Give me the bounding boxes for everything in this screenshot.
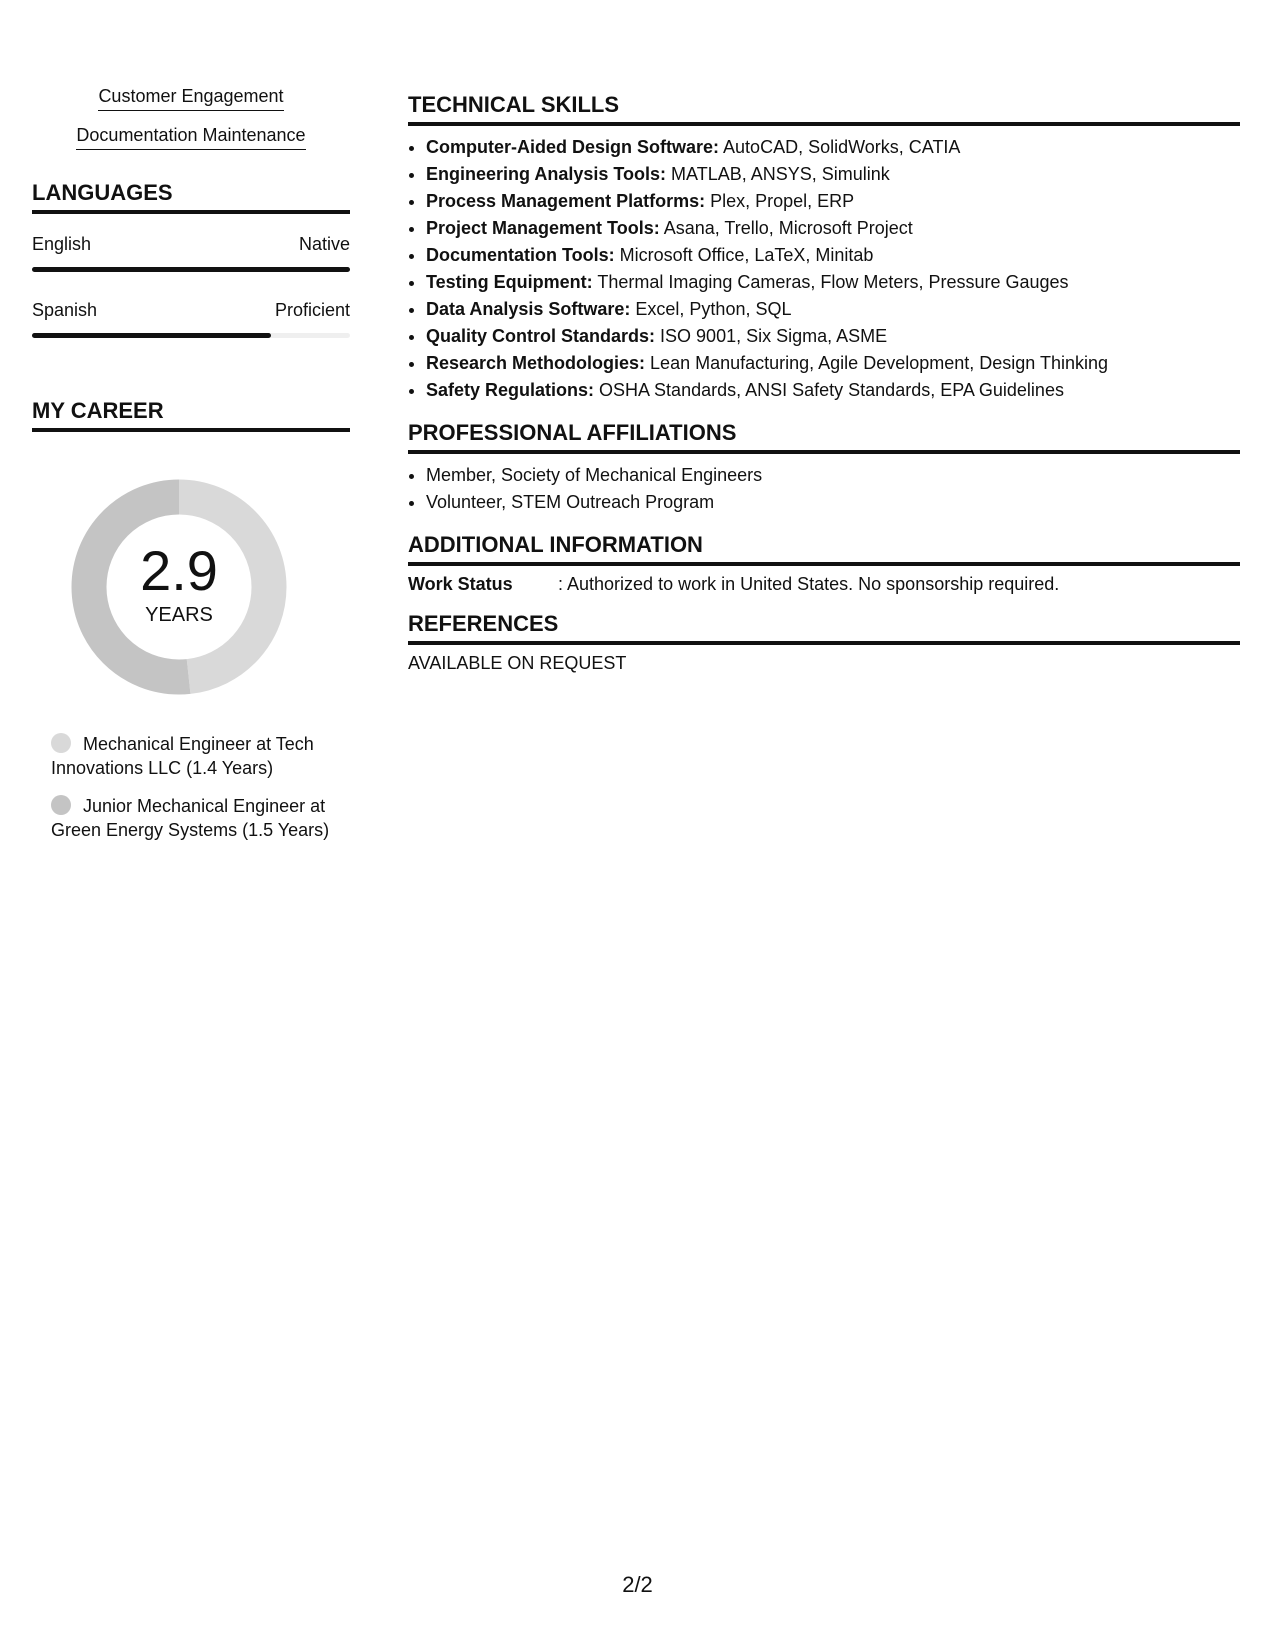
list-item <box>426 269 1240 296</box>
skill-values: ISO 9001, Six Sigma, ASME <box>655 326 888 346</box>
additional-info-heading: ADDITIONAL INFORMATION <box>408 532 1240 566</box>
skill-category: Documentation Tools: <box>426 245 615 265</box>
skill-values: Asana, Trello, Microsoft Project <box>659 218 913 238</box>
technical-skills-heading: TECHNICAL SKILLS <box>408 92 1240 126</box>
page-number: 2/2 <box>622 1572 653 1597</box>
skill-category: Process Management Platforms: <box>426 191 706 211</box>
skill-category: Testing Equipment: <box>426 272 593 292</box>
legend-dot-icon <box>51 795 71 815</box>
technical-skills-list <box>408 134 1240 404</box>
skill-tag: Documentation Maintenance <box>76 125 305 150</box>
skill-values: Plex, Propel, ERP <box>705 191 855 211</box>
main-content <box>408 92 1240 674</box>
proficiency-fill <box>32 333 271 338</box>
list-item <box>426 296 1240 323</box>
affiliations-heading: PROFESSIONAL AFFILIATIONS <box>408 420 1240 454</box>
list-item: • Volunteer, STEM Outreach Program <box>426 489 1240 516</box>
references-heading: REFERENCES <box>408 611 1240 645</box>
proficiency-bar <box>32 267 350 272</box>
legend-label: Mechanical Engineer at Tech Innovations LLC (1.4 Years) <box>51 734 314 778</box>
skill-values: OSHA Standards, ANSI Safety Standards, EPA Guidelines <box>594 380 1064 400</box>
skill-category: Safety Regulations: <box>426 380 595 400</box>
list-item: • Member, Society of Mechanical Engineers <box>426 462 1240 489</box>
language-level: Proficient <box>274 300 350 320</box>
career-total-unit: YEARS <box>145 603 213 626</box>
affiliations-list <box>408 462 1240 516</box>
career-total-years: 2.9 <box>140 538 218 602</box>
list-item <box>426 134 1240 161</box>
skill-values: Microsoft Office, LaTeX, Minitab <box>614 245 874 265</box>
references-text: AVAILABLE ON REQUEST <box>408 653 627 673</box>
sidebar <box>32 86 350 856</box>
skill-category: Computer-Aided Design Software: <box>426 137 720 157</box>
work-status-label: Work Status <box>408 574 513 594</box>
legend-dot-icon <box>51 733 71 753</box>
career-heading: MY CAREER <box>32 398 350 432</box>
list-item <box>426 242 1240 269</box>
skill-values: Thermal Imaging Cameras, Flow Meters, Pressure Gauges <box>592 272 1069 292</box>
career-donut-chart <box>66 474 292 700</box>
list-item <box>426 188 1240 215</box>
legend-item <box>51 794 341 842</box>
language-item <box>32 234 350 272</box>
proficiency-bar <box>32 333 350 338</box>
skill-category: Quality Control Standards: <box>426 326 656 346</box>
list-item <box>426 377 1240 404</box>
skill-tag: Customer Engagement <box>98 86 283 111</box>
skill-values: MATLAB, ANSYS, Simulink <box>666 164 890 184</box>
skill-values: Excel, Python, SQL <box>630 299 792 319</box>
work-status-row <box>408 574 1240 595</box>
legend-item <box>51 732 341 780</box>
list-item <box>426 350 1240 377</box>
skill-values: AutoCAD, SolidWorks, CATIA <box>719 137 961 157</box>
skill-category: Engineering Analysis Tools: <box>426 164 667 184</box>
languages-heading: LANGUAGES <box>32 180 350 214</box>
career-legend <box>32 732 341 842</box>
skill-category: Data Analysis Software: <box>426 299 631 319</box>
language-name: English <box>32 234 92 254</box>
language-item <box>32 300 350 338</box>
skill-category: Research Methodologies: <box>426 353 646 373</box>
skill-values: Lean Manufacturing, Agile Development, Design Thinking <box>645 353 1108 373</box>
list-item <box>426 161 1240 188</box>
list-item <box>426 215 1240 242</box>
work-status-value: : Authorized to work in United States. No sponsorship required. <box>558 574 1060 594</box>
legend-label: Junior Mechanical Engineer at Green Energy Systems (1.5 Years) <box>51 796 330 840</box>
language-name: Spanish <box>32 300 98 320</box>
language-level: Native <box>298 234 350 254</box>
list-item <box>426 323 1240 350</box>
skill-category: Project Management Tools: <box>426 218 660 238</box>
proficiency-fill <box>32 267 350 272</box>
